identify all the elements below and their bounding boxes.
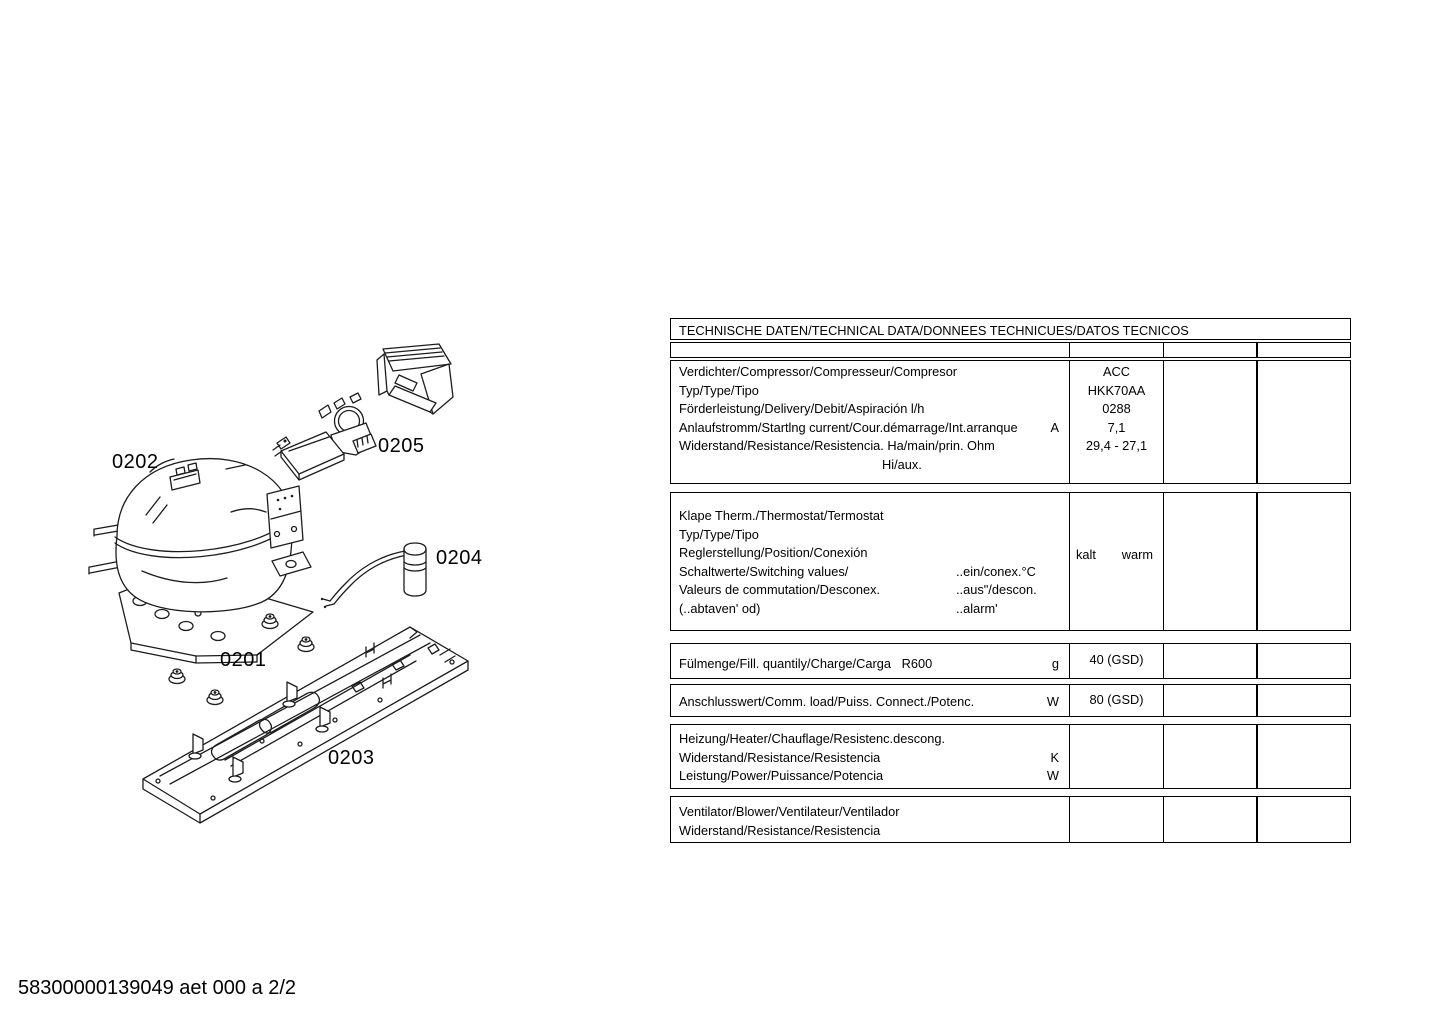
compressor-labels-cell xyxy=(671,361,1069,483)
empty-cell xyxy=(1256,725,1350,788)
empty-cell xyxy=(1163,797,1256,842)
compressor-values-cell xyxy=(1069,361,1163,483)
empty-cell xyxy=(1256,493,1350,630)
row-label: Reglerstellung/Position/Conexión xyxy=(679,545,868,561)
tech-row xyxy=(671,400,1069,419)
table-header-row xyxy=(670,342,1351,358)
row-unit: W xyxy=(1046,694,1059,709)
empty-cell xyxy=(1256,361,1350,483)
row-label: Anlaufstromm/Startlng current/Cour.démarrage/Int.arranque xyxy=(679,419,1018,435)
tech-row xyxy=(671,563,1069,582)
row-label: Förderleistung/Delivery/Debit/Aspiración l/h xyxy=(679,401,925,417)
header-cell xyxy=(1163,343,1256,357)
table-block-connected-load xyxy=(670,684,1351,717)
empty-cell xyxy=(1256,685,1350,716)
row-label: Widerstand/Resistance/Resistencia xyxy=(679,822,881,838)
fill-label-cell xyxy=(671,644,1069,678)
row-label: Hi/aux. xyxy=(882,456,922,472)
row-switch-value: ..aus"/descon. xyxy=(956,582,1037,598)
tech-row xyxy=(671,507,1069,526)
empty-cell xyxy=(1163,644,1256,678)
row-label: Ventilator/Blower/Ventilateur/Ventilador xyxy=(679,804,900,819)
header-cell xyxy=(671,343,1069,357)
mounting-rail-drawing xyxy=(143,627,468,823)
row-label: Anschlusswert/Comm. load/Puiss. Connect./Potenc. xyxy=(679,694,975,709)
table-block-fill-quantity xyxy=(670,643,1351,679)
technical-data-tables xyxy=(670,0,1351,860)
empty-cell xyxy=(1069,797,1163,842)
empty-cell xyxy=(1163,725,1256,788)
value-warm: warm xyxy=(1121,547,1153,562)
row-unit: K xyxy=(1050,749,1059,765)
row-label: Widerstand/Resistance/Resistencia xyxy=(679,749,881,765)
empty-cell xyxy=(1256,797,1350,842)
tech-row xyxy=(671,655,1069,674)
table-title: TECHNISCHE DATEN/TECHNICAL DATA/DONNEES TECHNICUES/DATOS TECNICOS xyxy=(679,323,1189,338)
row-label: Typ/Type/Tipo xyxy=(679,382,759,398)
table-block-heater xyxy=(670,724,1351,789)
fill-value-cell xyxy=(1069,644,1163,678)
row-label: Valeurs de commutation/Desconex. xyxy=(679,582,881,598)
header-cell xyxy=(1256,343,1350,357)
row-label: Verdichter/Compressor/Compresseur/Compresor xyxy=(679,364,958,379)
tech-row xyxy=(671,730,1069,749)
tech-row xyxy=(671,822,1069,841)
tech-row xyxy=(671,363,1069,382)
row-unit: A xyxy=(1050,419,1059,435)
tech-row xyxy=(671,437,1069,456)
row-label: (..abtaven' od) xyxy=(679,600,761,616)
tech-row xyxy=(671,544,1069,563)
row-value: HKK70AA xyxy=(1087,382,1146,398)
compressor-body-drawing xyxy=(115,459,311,612)
row-label: Widerstand/Resistance/Resistencia. Ha/main/prin. Ohm xyxy=(679,438,995,454)
empty-cell xyxy=(1163,361,1256,483)
row-label: Leistung/Power/Puissance/Potencia xyxy=(679,768,884,784)
tech-row xyxy=(671,526,1069,545)
tech-row xyxy=(671,456,1069,475)
row-value: 7,1 xyxy=(1107,419,1126,435)
table-block-fan xyxy=(670,796,1351,843)
row-label: Klape Therm./Thermostat/Termostat xyxy=(679,508,884,523)
value-kalt: kalt xyxy=(1076,547,1096,562)
heater-labels-cell xyxy=(671,725,1069,788)
part-label-0205: 0205 xyxy=(378,435,425,457)
table-block-thermostat xyxy=(670,492,1351,631)
thermostat-labels-cell xyxy=(671,493,1069,630)
row-value: 40 (GSD) xyxy=(1089,652,1144,667)
document-number: 58300000139049 aet 000 a 2/2 xyxy=(18,977,297,999)
tech-row xyxy=(671,581,1069,600)
row-switch-value: ..alarm' xyxy=(956,600,998,616)
tech-row xyxy=(671,803,1069,822)
tech-row xyxy=(671,693,1069,712)
kalt-warm-row xyxy=(1070,546,1163,565)
tech-row xyxy=(671,600,1069,619)
tech-row xyxy=(671,749,1069,768)
exploded-parts-svg xyxy=(80,330,500,835)
capacitor-drawing xyxy=(321,543,426,608)
relay-cover-drawing xyxy=(377,344,453,414)
part-label-0204: 0204 xyxy=(436,547,483,569)
table-block-compressor xyxy=(670,360,1351,484)
part-label-0203: 0203 xyxy=(328,747,375,769)
load-label-cell xyxy=(671,685,1069,716)
part-label-0202: 0202 xyxy=(112,451,159,473)
row-value: 80 (GSD) xyxy=(1089,692,1144,707)
empty-cell xyxy=(1163,685,1256,716)
load-value-cell xyxy=(1069,685,1163,716)
empty-cell xyxy=(1069,725,1163,788)
row-unit: W xyxy=(1046,768,1059,784)
row-label: Fülmenge/Fill. quantily/Charge/Carga R600 xyxy=(679,656,933,671)
header-cell xyxy=(1069,343,1163,357)
thermostat-values-cell xyxy=(1069,493,1163,630)
tech-row xyxy=(671,382,1069,401)
tech-row xyxy=(671,419,1069,438)
row-value: ACC xyxy=(1102,364,1131,379)
empty-cell xyxy=(1163,493,1256,630)
row-label: Schaltwerte/Switching values/ xyxy=(679,563,849,579)
row-value: 29,4 - 27,1 xyxy=(1085,438,1148,454)
row-value: 0288 xyxy=(1102,401,1131,417)
tech-row xyxy=(671,767,1069,786)
fan-labels-cell xyxy=(671,797,1069,842)
table-title-box xyxy=(670,318,1351,340)
row-label: Typ/Type/Tipo xyxy=(679,526,759,542)
row-label: Heizung/Heater/Chauflage/Resistenc.descong. xyxy=(679,731,946,746)
empty-cell xyxy=(1256,644,1350,678)
row-switch-value: ..ein/conex.°C xyxy=(956,563,1036,579)
row-unit: g xyxy=(1051,656,1059,671)
part-label-0201: 0201 xyxy=(220,649,267,671)
